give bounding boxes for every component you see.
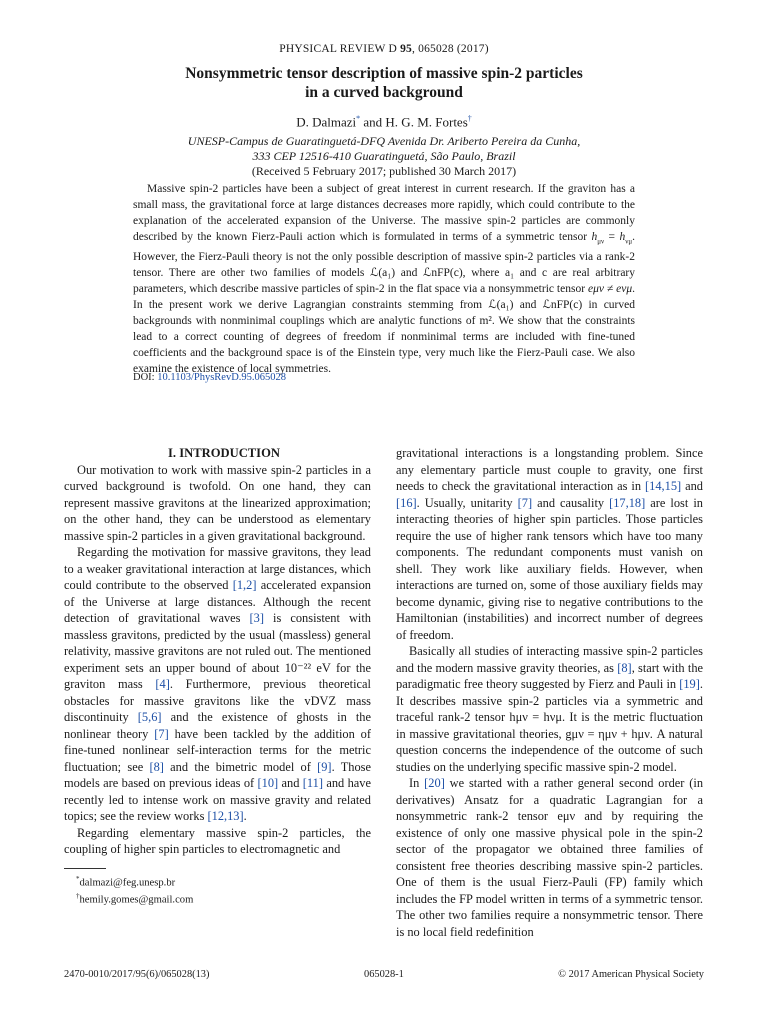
footnotes: [76, 873, 193, 906]
text-seg: .: [243, 809, 247, 823]
citation-link[interactable]: [10]: [257, 776, 279, 790]
abstract-math-e: eμν ≠ eνμ: [587, 283, 633, 296]
text-seg: In: [409, 776, 425, 790]
intro-paragraph-3: Regarding elementary massive spin-2 particles, the coupling of higher spin particles to electromagnetic and: [64, 825, 371, 856]
footer-issn: 2470-0010/2017/95(6)/065028(13): [64, 969, 210, 980]
abstract-math-sub: $_{\mu\nu} = h_{\nu\mu}$: [597, 230, 633, 246]
text-seg: . Those models are based on previous ideas of: [64, 759, 371, 790]
abstract: [133, 182, 635, 378]
footnote-2: [76, 890, 193, 907]
citation-link[interactable]: [3]: [249, 611, 264, 625]
author-1: D. Dalmazi: [296, 114, 357, 130]
email-link[interactable]: hemily.gomes@gmail.com: [79, 894, 194, 906]
abstract-seg: Massive spin-2 particles have been a subject of great interest in current research. If the graviton has a small mass, the gravitational force at large distances decreases more rapidly, which could contribute to the explanation of the accelerated expansion of the Universe. The massive spin-2 particles are commonly described by the known Fierz-Pauli action which is formulated in terms of a symmetric tensor: [133, 183, 635, 243]
footnote-mark: *: [76, 875, 80, 883]
title-line-2: in a curved background: [305, 84, 463, 101]
abstract-math-h: h: [591, 230, 598, 243]
abstract-seg: . In the present work we derive Lagrangian constraints stemming from ℒ(a₁) and ℒnFP(c) in curved backgrounds with nonminimal couplings which are analytic functions of m². We show that the constraints lead to a correct counting of degrees of freedom if nonminimal terms are included with fine-tuned coefficients and the background space is of the Einstein type, very much like the Fierz-Pauli case. We also examine the existence of local symmetries.: [133, 283, 635, 375]
citation-link[interactable]: [7]: [517, 495, 533, 510]
citation-link[interactable]: [8]: [149, 759, 164, 774]
text-seg: and: [681, 479, 703, 493]
right-paragraph-1: [396, 445, 703, 643]
text-seg: . It describes massive spin-2 particles via a symmetric and traceful rank-2 tensor hμν = hνμ. It is the metric fluctuation in massive gravitational theories, gμν = ημν + hμν. A natural question concerns the independence of the outcome of such studies on the underlying specific massive spin-2 model.: [396, 677, 703, 774]
footnote-mark: †: [76, 891, 80, 900]
paper-title: [100, 64, 668, 102]
affiliation-line-1: UNESP-Campus de Guaratinguetá-DFQ Avenida Dr. Ariberto Pereira da Cunha,: [187, 134, 581, 148]
citation-link[interactable]: [8]: [617, 660, 632, 675]
footer-copyright: © 2017 American Physical Society: [558, 969, 704, 980]
footnote-rule: [64, 868, 106, 869]
journal-header: [0, 43, 768, 55]
footer-page-number: 065028-1: [364, 969, 404, 980]
abstract-text: [133, 182, 635, 378]
author-2: H. G. M. Fortes: [385, 114, 468, 130]
doi-link[interactable]: 10.1103/PhysRevD.95.065028: [157, 372, 287, 383]
citation-link[interactable]: [19]: [679, 677, 700, 691]
text-seg: is consistent with massless gravitons, predicted by the usual (massless) general relativity, massive gravitons are not ruled out. The mentioned experiment sets an upper bound of about 10⁻²² eV for the graviton mass: [64, 611, 371, 691]
citation-link[interactable]: [14,15]: [645, 479, 682, 493]
text-seg: have been tackled by the addition of fine-tuned nonlinear self-interaction terms for the metric fluctuation; see: [64, 726, 371, 774]
abstract-math-lnfp: ℒnFP(c): [423, 267, 463, 280]
citation-link[interactable]: [12,13]: [207, 809, 244, 823]
citation-link[interactable]: [7]: [154, 726, 169, 741]
text-seg: and causality: [532, 495, 610, 510]
footnote-1: [76, 873, 193, 890]
abstract-seg: , where a₁ and c are real arbitrary parameters, which describe massive particles of spin-2 in the flat space via a nonsymmetric tensor: [133, 267, 635, 296]
section-heading: I. INTRODUCTION: [168, 446, 280, 460]
doi-line: [133, 372, 286, 383]
text-seg: Regarding the motivation for massive gravitons, they lead to a weaker gravitational interaction at large distances, which could contribute to the observed: [64, 545, 371, 592]
abstract-math-la1: ℒ(a₁): [370, 267, 396, 280]
affiliation-line-2: 333 CEP 12516-410 Guaratinguetá, São Paulo, Brazil: [252, 149, 516, 163]
received-dates: (Received 5 February 2017; published 30 March 2017): [251, 164, 517, 178]
text-seg: and have recently led to intense work on massive gravity and related topics; see the review works: [64, 776, 371, 823]
citation-link[interactable]: [9]: [317, 759, 332, 774]
right-column: [396, 445, 703, 940]
citation-link[interactable]: [5,6]: [137, 710, 162, 724]
author-and: and: [360, 114, 386, 130]
text-seg: . Furthermore, previous theoretical obstacles for massive gravitons like the vDVZ mass discontinuity: [64, 677, 371, 724]
right-paragraph-3: [396, 775, 703, 940]
title-line-1: Nonsymmetric tensor description of massive spin-2 particles: [185, 65, 583, 82]
author-1-footnote-link[interactable]: *: [356, 114, 361, 123]
left-column: [64, 445, 371, 858]
citation-link[interactable]: [16]: [396, 495, 417, 510]
affiliation: [80, 134, 688, 179]
citation-link[interactable]: [1,2]: [232, 578, 257, 592]
intro-paragraph-1: Our motivation to work with massive spin-2 particles in a curved background is twofold. On one hand, they can represent massive gravitons at the linearized approximation; on the other hand, they can be understood as elementary massive spin-2 particles in a given gravitational background.: [64, 462, 371, 543]
citation-link[interactable]: [4]: [155, 677, 170, 691]
text-seg: Basically all studies of interacting massive spin-2 particles and the modern massive gravity theories, as: [396, 644, 703, 675]
text-seg: . Usually, unitarity: [416, 495, 518, 510]
text-seg: and the existence of ghosts in the nonlinear theory: [64, 710, 371, 741]
citation-link[interactable]: [11]: [302, 776, 323, 790]
right-paragraph-2: [396, 643, 703, 775]
journal-volume: 95: [400, 43, 412, 55]
citation-link[interactable]: [20]: [424, 776, 445, 790]
text-seg: accelerated expansion of the Universe at large distances. Although the recent detection of gravitational waves: [64, 578, 371, 625]
text-seg: we started with a rather general second order (in derivatives) Ansatz for a quadratic Lagrangian for a nonsymmetric rank-2 tensor eμν and by requiring the existence of only one massive physical pole in the spin-2 sector of the propagator we obtained three families of consistent free theories describing massive spin-2 particles. One of them is the usual Fierz-Pauli (FP) family which includes the FP model written in terms of a symmetric tensor. The other two families require a nonsymmetric tensor. There is no local field redefinition: [396, 776, 704, 939]
doi-label: DOI:: [133, 372, 158, 383]
abstract-seg: . However, the Fierz-Pauli theory is not the only possible description of massive spin-2 particles via a rank-2 tensor. There are other two families of models: [133, 230, 635, 280]
text-seg: gravitational interactions is a longstanding problem. Since any elementary particle must couple to gravity, one first needs to check the gravitational interaction as in: [396, 446, 703, 493]
abstract-seg: and: [395, 267, 424, 280]
text-seg: , start with the paradigmatic free theory suggested by Fierz and Pauli in: [396, 660, 704, 691]
author-list: [0, 114, 768, 130]
text-seg: and: [278, 776, 303, 790]
text-seg: are lost in interacting theories of higher spin particles. Those particles require the use of higher rank tensors which have too many components. The redundant components must vanish on shell. They work like auxiliary fields. However, when interactions are turned on, some of those auxiliary fields may become dynamic, giving rise to negative contributions to the Hamiltonian (instabilities) and incorrect number of degrees of freedom.: [396, 495, 703, 642]
text-seg: and the bimetric model of: [163, 759, 318, 774]
email-link[interactable]: dalmazi@feg.unesp.br: [79, 877, 176, 889]
intro-paragraph-2: [64, 544, 371, 825]
citation-link[interactable]: [17,18]: [609, 495, 646, 510]
journal-name: PHYSICAL REVIEW D: [279, 43, 397, 55]
journal-article: , 065028 (2017): [411, 43, 489, 55]
author-2-footnote-link[interactable]: †: [467, 114, 472, 123]
